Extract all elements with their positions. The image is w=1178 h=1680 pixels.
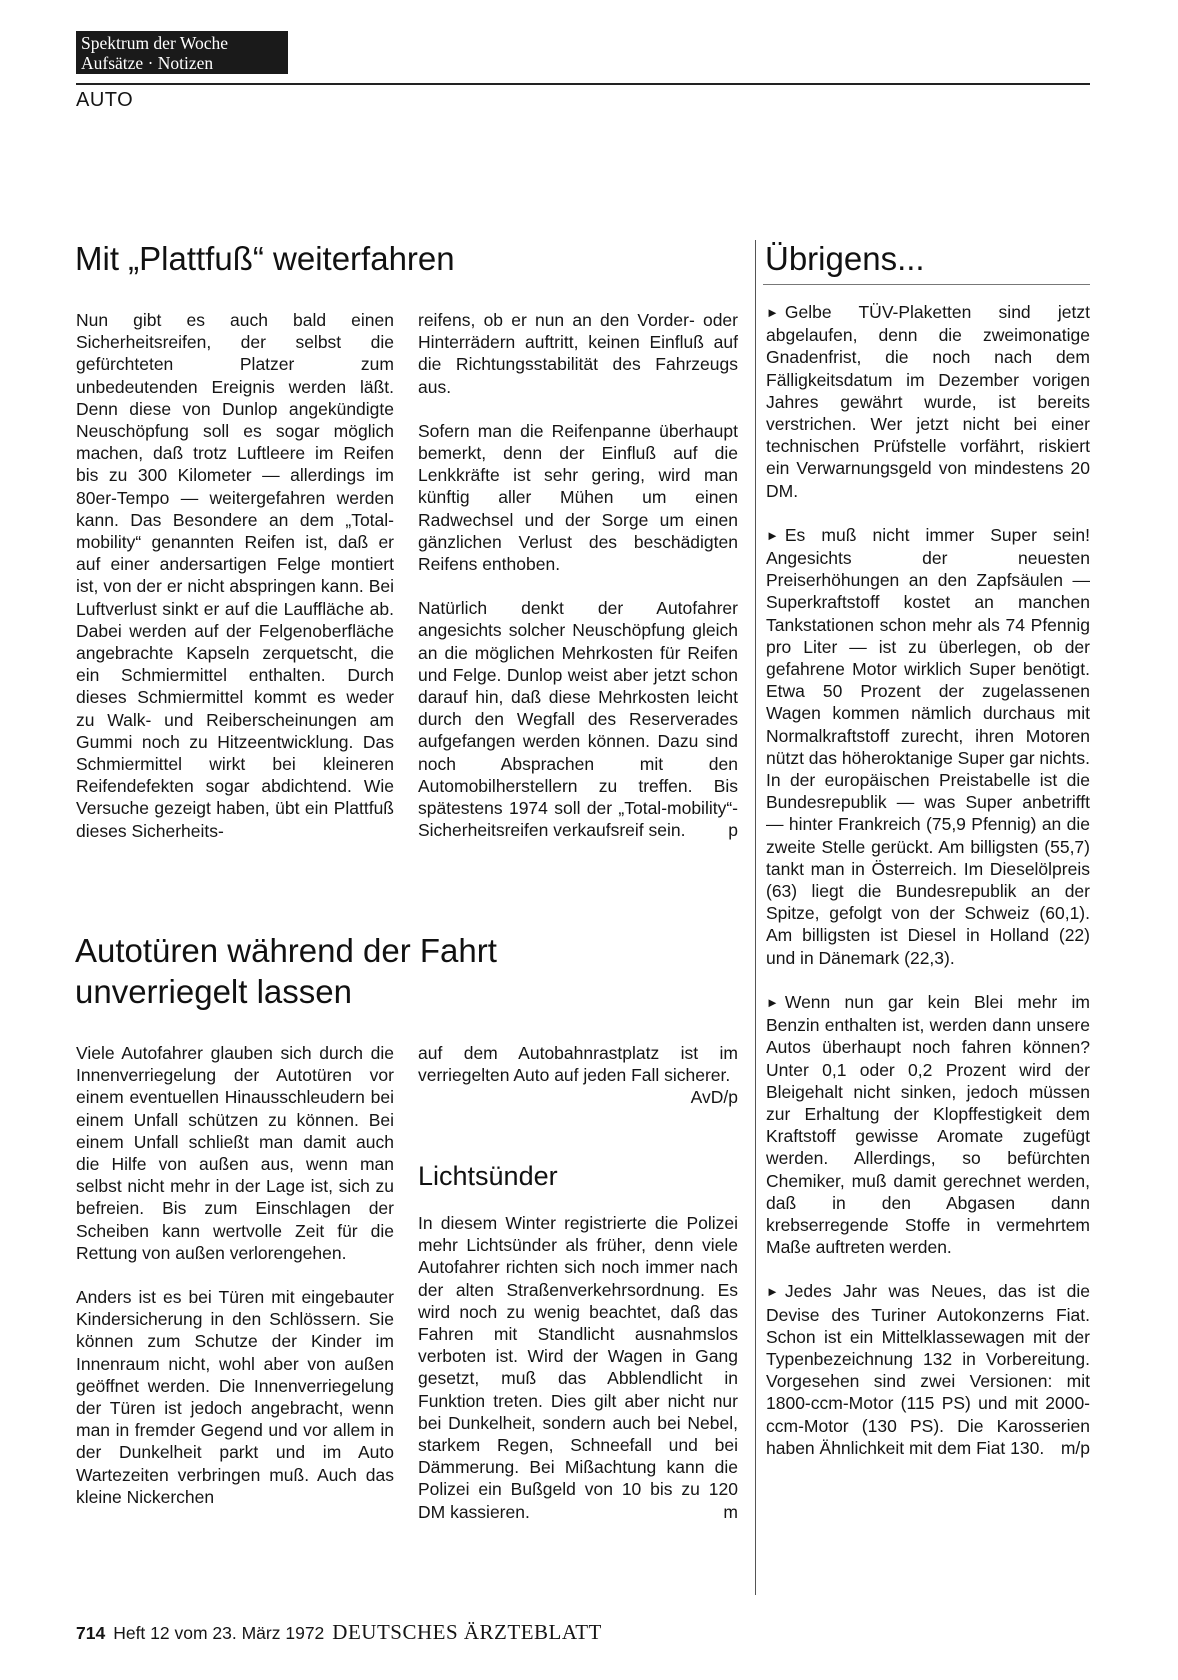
triangle-bullet-icon: ► xyxy=(766,994,779,1010)
column-divider xyxy=(755,240,756,1595)
issue-info: Heft 12 vom 23. März 1972 xyxy=(113,1623,325,1643)
article-3-signature: m xyxy=(723,1501,738,1522)
header-line-2: Aufsätze · Notizen xyxy=(81,53,214,73)
article-1-paragraph xyxy=(418,597,738,841)
triangle-bullet-icon: ► xyxy=(766,305,779,320)
sidebar-item-text: Es muß nicht immer Super sein! Angesichts der neuesten Preiserhöhungen an den Zapfsäulen — Superkraftstoff kostet an manchen Tankstationen schon mehr als 74 Pfennig pro Liter — ist zu überlegen, ob der gefahrene Motor wirklich Super benötigt. Etwa 50 Prozent der zugelassenen Wagen kommen nämlich durchaus mit Normalkraftstoff zurecht, ihren Motoren nützt das höheroktanige Super gar nichts. In der europäischen Preistabelle ist die Bundesrepublik — was Super anbetrifft — hinter Frankreich (75,9 Pfennig) an die zweite Stelle gerückt. Am billigsten (55,7) tankt man in Österreich. Im Dieselölpreis (63) liegt die Bundesrepublik an der Spitze, gefolgt von der Schweiz (60,1). Am billigsten ist Diesel in Holland (22) und in Dänemark (22,3). xyxy=(766,524,1090,968)
sidebar-item-text: Jedes Jahr was Neues, das ist die Devise des Turiner Autokonzerns Fiat. Schon ist ein Mittelklassewagen mit der Typenbezeichnung 132 in Vorbereitung. Vorgesehen sind zwei Versionen: mit 1800-ccm-Motor (115 PS) und mit 2000-ccm-Motor (130 PS). Die Karosserien haben Ähnlichkeit mit dem Fiat 130. xyxy=(766,1281,1090,1458)
sidebar-item xyxy=(766,991,1090,1258)
article-2-title-line-2: unverriegelt lassen xyxy=(75,973,352,1010)
article-1-paragraph: reifens, ob er nun an den Vorder- oder Hinterrädern auftritt, keinen Einfluß auf die Richtungsstabilität des Fahrzeugs aus. xyxy=(418,310,738,397)
article-2-paragraph xyxy=(418,1042,738,1108)
header-line-1: Spektrum der Woche xyxy=(81,33,228,53)
sidebar-item-text: Wenn nun gar kein Blei mehr im Benzin enthalten ist, werden dann unsere Autos überhaupt noch fahren können? Unter 0,1 oder 0,2 Prozent wird der Bleigehalt nicht sinken, jedoch müssen zur Erhaltung der Klopffestigkeit dem Kraftstoff gewisse Aromate zugefügt werden. Allerdings, so befürchten Chemiker, muß damit gerechnet werden, daß in den Abgasen dann krebserregende Stoffe in vermehrtem Maße auftreten werden. xyxy=(766,991,1090,1258)
sidebar-item xyxy=(766,1280,1090,1459)
sidebar-item xyxy=(766,301,1090,502)
article-2-paragraph-text: auf dem Autobahnrastplatz ist im verriegelten Auto auf jeden Fall sicherer. xyxy=(418,1043,738,1086)
sidebar-item xyxy=(766,524,1090,969)
article-2-title xyxy=(75,930,715,1012)
sidebar-item-text: Gelbe TÜV-Plaketten sind jetzt abgelaufen, denn die zweimonatige Gnadenfrist, die noch nach dem Fälligkeitsdatum im Dezember vorigen Jahres gewährt wurde, ist bereits verstrichen. Wer jetzt nicht bei einer technischen Prüfstelle vorfährt, riskiert ein Verwarnungsgeld von mindestens 20 DM. xyxy=(766,302,1090,501)
page-number: 714 xyxy=(76,1623,106,1643)
triangle-bullet-icon: ► xyxy=(766,527,779,543)
article-1-paragraph-text: Natürlich denkt der Autofahrer angesichts solcher Neuschöpfung gleich an die möglichen Mehrkosten für Reifen und Felge. Dunlop weist aber jetzt schon darauf hin, daß diese Mehrkosten leicht durch den Wegfall des Reserverades aufgefangen werden können. Dazu sind noch Absprachen mit den Automobilherstellern zu treffen. Bis spätestens 1974 soll der „Total-mobility“-Sicherheitsreifen verkaufsreif sein. xyxy=(418,598,738,841)
article-2-signature: AvD/p xyxy=(690,1087,738,1108)
article-1-signature: p xyxy=(728,820,738,841)
article-1-paragraph: Sofern man die Reifenpanne überhaupt bemerkt, denn der Einfluß auf die Lenkkräfte ist sehr gering, wird man künftig aller Mühen um einen Radwechsel und der Sorge um einen gänzlichen Verlust des beschädigten Reifens enthoben. xyxy=(418,420,738,575)
header-rule xyxy=(76,83,1090,85)
sidebar-item-signature: m/p xyxy=(1060,1437,1090,1458)
article-1-column-2 xyxy=(418,309,738,841)
article-1-title: Mit „Plattfuß“ weiterfahren xyxy=(75,240,455,277)
article-1-column-1 xyxy=(76,309,394,842)
article-2-column-2 xyxy=(418,1042,738,1109)
sidebar-column xyxy=(766,301,1090,1459)
magazine-name: DEUTSCHES ÄRZTEBLATT xyxy=(332,1620,602,1644)
article-3-column xyxy=(418,1212,738,1523)
article-2-paragraph: Viele Autofahrer glauben sich durch die Innenverriegelung der Autotüren vor einem eventuellen Hinausschleudern bei einem Unfall schützen zu können. Bei einem Unfall schließt man damit auch die Hilfe von außen aus, wenn man selbst nicht mehr in der Lage ist, sich zu befreien. Bis zum Einschlagen der Scheiben kann wertvolle Zeit für die Rettung von außen verlorengehen. xyxy=(76,1043,394,1263)
article-2-paragraph: Anders ist es bei Türen mit eingebauter Kindersicherung in den Schlössern. Sie können zum Schutze der Kinder im Innenraum nicht, wohl aber von außen geöffnet werden. Die Innenverriegelung der Türen ist jedoch angebracht, wenn man in fremder Gegend und vor allem in der Dunkelheit parkt und im Auto Wartezeiten verbringen muß. Auch das kleine Nickerchen xyxy=(76,1287,394,1507)
article-3-paragraph xyxy=(418,1212,738,1523)
article-1-paragraph: Nun gibt es auch bald einen Sicherheitsreifen, der selbst die gefürchteten Platzer zum unbedeutenden Ereignis werden läßt. Denn diese von Dunlop angekündigte Neuschöpfung soll es sogar möglich machen, daß trotz Luftleere im Reifen bis zu 300 Kilometer — allerdings im 80er-Tempo — weitergefahren werden kann. Das Besondere an dem „Total-mobility“ genannten Reifen ist, daß er auf einer andersartigen Felge montiert ist, von der er nicht abspringen kann. Bei Luftverlust sinkt er auf die Lauffläche ab. Dabei werden auf der Felgenoberfläche angebrachte Kapseln zerquetscht, die ein Schmiermittel enthalten. Durch dieses Schmiermittel kommt es weder zu Walk- und Reiberscheinungen am Gummi noch zu Hitzeentwicklung. Das Schmiermittel wirkt bei kleineren Reifendefekten sogar abdichtend. Wie Versuche gezeigt haben, übt ein Plattfuß dieses Sicherheits- xyxy=(76,310,394,841)
sidebar-rule xyxy=(763,284,1090,285)
page-footer xyxy=(76,1620,602,1645)
section-label: AUTO xyxy=(76,89,134,111)
article-3-title: Lichtsünder xyxy=(418,1161,558,1191)
section-header-box xyxy=(76,31,288,74)
article-3-paragraph-text: In diesem Winter registrierte die Polizei mehr Lichtsünder als früher, denn viele Autofahrer richten sich noch immer nach der alten Straßenverkehrsordnung. Es wird noch zu wenig beachtet, daß das Fahren mit Standlicht ausnahmslos verboten ist. Wird der Wagen in Gang gesetzt, muß das Abblendlicht in Funktion treten. Dies gilt aber nicht nur bei Dunkelheit, sondern auch bei Nebel, starkem Regen, Schneefall und bei Dämmerung. Bei Mißachtung kann die Polizei ein Bußgeld von 10 bis zu 120 DM kassieren. xyxy=(418,1213,738,1522)
article-2-column-1 xyxy=(76,1042,394,1508)
article-2-title-line-1: Autotüren während der Fahrt xyxy=(75,932,497,969)
sidebar-title: Übrigens... xyxy=(765,240,925,277)
triangle-bullet-icon: ► xyxy=(766,1284,779,1300)
